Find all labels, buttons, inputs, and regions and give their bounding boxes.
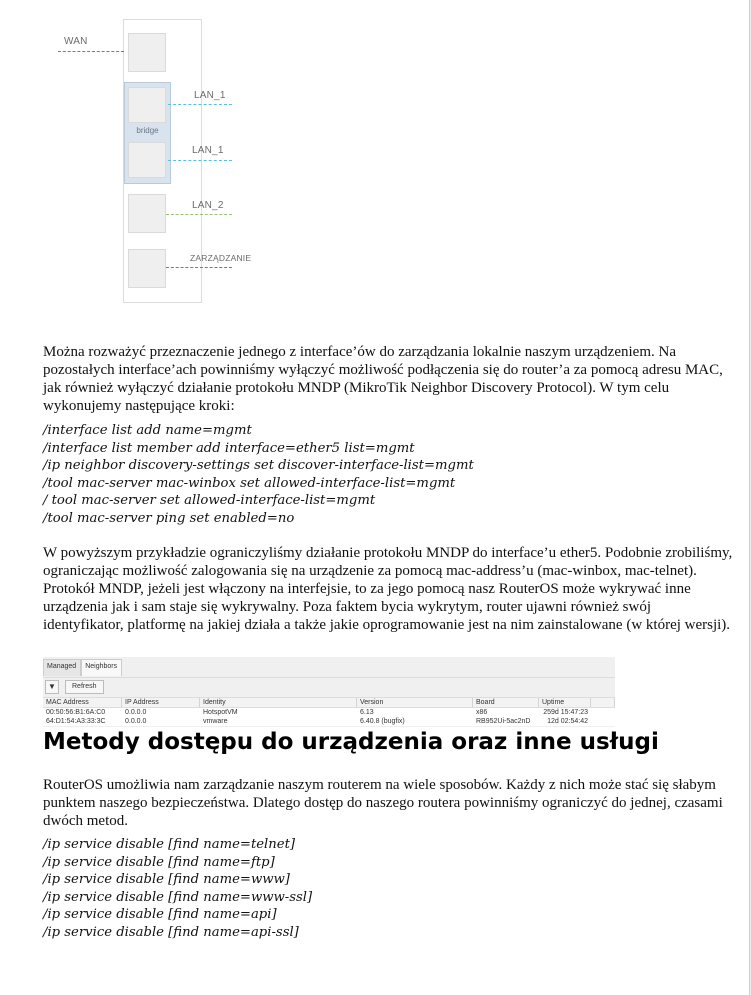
table-row[interactable]	[43, 708, 615, 717]
label-lan2: LAN_2	[192, 200, 224, 211]
column-header[interactable]: Identity	[200, 698, 357, 707]
cell-version: 6.13	[360, 709, 374, 716]
paragraph-intro: Można rozważyć przeznaczenie jednego z interface’ów do zarządzania lokalnie naszym urządzeniem. Na pozostałych interface’ach powinniśmy wyłączyć możliwość podłączenia się do router’a za pomocą adresu MAC, jak również wyłączyć działanie protokołu MNDP (MikroTik Neighbor Discovery Protocol). W tym celu wykonujemy następujące kroki:	[43, 344, 723, 414]
cell-uptime: 12d 02:54:42	[547, 718, 588, 725]
column-header[interactable]: Version	[357, 698, 473, 707]
bridge-group	[124, 82, 171, 184]
command-line: /ip service disable [find name=telnet]	[43, 837, 296, 852]
label-lan1a: LAN_1	[194, 90, 226, 101]
line-wan	[58, 51, 124, 52]
filter-icon[interactable]: ▼	[45, 680, 59, 694]
command-line: /ip service disable [find name=www]	[43, 872, 290, 887]
command-line: /interface list member add interface=ether5 list=mgmt	[43, 440, 415, 456]
line-mgmt	[166, 267, 232, 268]
section-heading: Metody dostępu do urządzenia oraz inne usługi	[43, 729, 659, 755]
column-header[interactable]: Board	[473, 698, 539, 707]
paragraph-mndp: W powyższym przykładzie ograniczyliśmy działanie protokołu MNDP do interface’u ether5. Podobnie zrobiliśmy, ograniczając możliwość zalogowania się na urządzenie za pomocą mac-address’u (mac-winbox, mac-telnet). Protokół MNDP, jeżeli jest włączony na interfejsie, to za jego pomocą nasz RouterOS może wykrywać inne urządzenia jak i sam staje się wykrywalny. Poza faktem bycia wykrytym, router ujawni również swój identyfikator, platformę na jakiej działa a także jakie oprogramowanie jest na nim zainstalowane (w której wersji).	[43, 545, 733, 633]
command-line: /ip service disable [find name=www-ssl]	[43, 889, 313, 905]
table-row[interactable]	[43, 717, 615, 726]
port-wan	[128, 33, 166, 72]
command-line: /tool mac-server mac-winbox set allowed-interface-list=mgmt	[43, 475, 456, 491]
port-mgmt	[128, 249, 166, 288]
neighbors-table	[43, 697, 615, 726]
command-line: /ip service disable [find name=ftp]	[43, 854, 275, 870]
label-wan: WAN	[64, 36, 88, 47]
table-header	[43, 697, 615, 708]
line-lan1a	[168, 104, 232, 105]
port-lan2	[128, 194, 166, 233]
cell-identity: vmware	[203, 718, 228, 725]
command-line: /tool mac-server ping set enabled=no	[43, 510, 295, 526]
network-diagram	[56, 16, 266, 318]
cell-board: x86	[476, 709, 488, 716]
winbox-tabs	[43, 659, 122, 675]
command-line: /interface list add name=mgmt	[43, 423, 252, 438]
winbox-toolbar	[43, 677, 615, 694]
cell-mac: 64:D1:54:A3:33:3C	[46, 718, 106, 725]
port-lan1b	[128, 142, 166, 178]
port-lan1a	[128, 87, 166, 123]
cell-identity: HotspotVM	[203, 709, 238, 716]
label-mgmt: ZARZĄDZANIE	[190, 253, 252, 263]
cell-mac: 00:50:56:B1:6A:C0	[46, 709, 106, 716]
cell-ip: 0.0.0.0	[125, 718, 147, 725]
line-lan2	[166, 214, 232, 215]
tab-neighbors[interactable]: Neighbors	[81, 659, 122, 676]
column-header[interactable]	[591, 698, 615, 707]
cell-board: RB952Ui-5ac2nD	[476, 718, 531, 725]
tab-managed[interactable]: Managed	[43, 659, 81, 676]
cell-version: 6.40.8 (bugfix)	[360, 718, 405, 725]
column-header[interactable]: Uptime	[539, 698, 591, 707]
paragraph-access-methods: RouterOS umożliwia nam zarządzanie naszym routerem na wiele sposobów. Każdy z nich może stać się słabym punktem naszego bezpieczeństwa. Dlatego dostęp do naszego routera powinniśmy ograniczyć do jednej, czasami dwóch metod.	[43, 777, 723, 829]
label-lan1b: LAN_1	[192, 145, 224, 156]
command-line: / tool mac-server set allowed-interface-list=mgmt	[43, 493, 376, 508]
command-line: /ip service disable [find name=api]	[43, 907, 277, 922]
column-header[interactable]: MAC Address	[43, 698, 122, 707]
command-line: /ip neighbor discovery-settings set discover-interface-list=mgmt	[43, 458, 474, 473]
bridge-label: bridge	[136, 126, 159, 135]
refresh-button[interactable]: Refresh	[65, 680, 104, 694]
winbox-neighbors-screenshot	[43, 657, 615, 727]
command-line: /ip service disable [find name=api-ssl]	[43, 924, 299, 940]
command-block-mgmt	[43, 422, 474, 527]
command-block-services	[43, 836, 312, 941]
column-header[interactable]: IP Address	[122, 698, 200, 707]
cell-ip: 0.0.0.0	[125, 709, 147, 716]
line-lan1b	[168, 160, 232, 161]
cell-uptime: 259d 15:47:23	[543, 709, 588, 716]
